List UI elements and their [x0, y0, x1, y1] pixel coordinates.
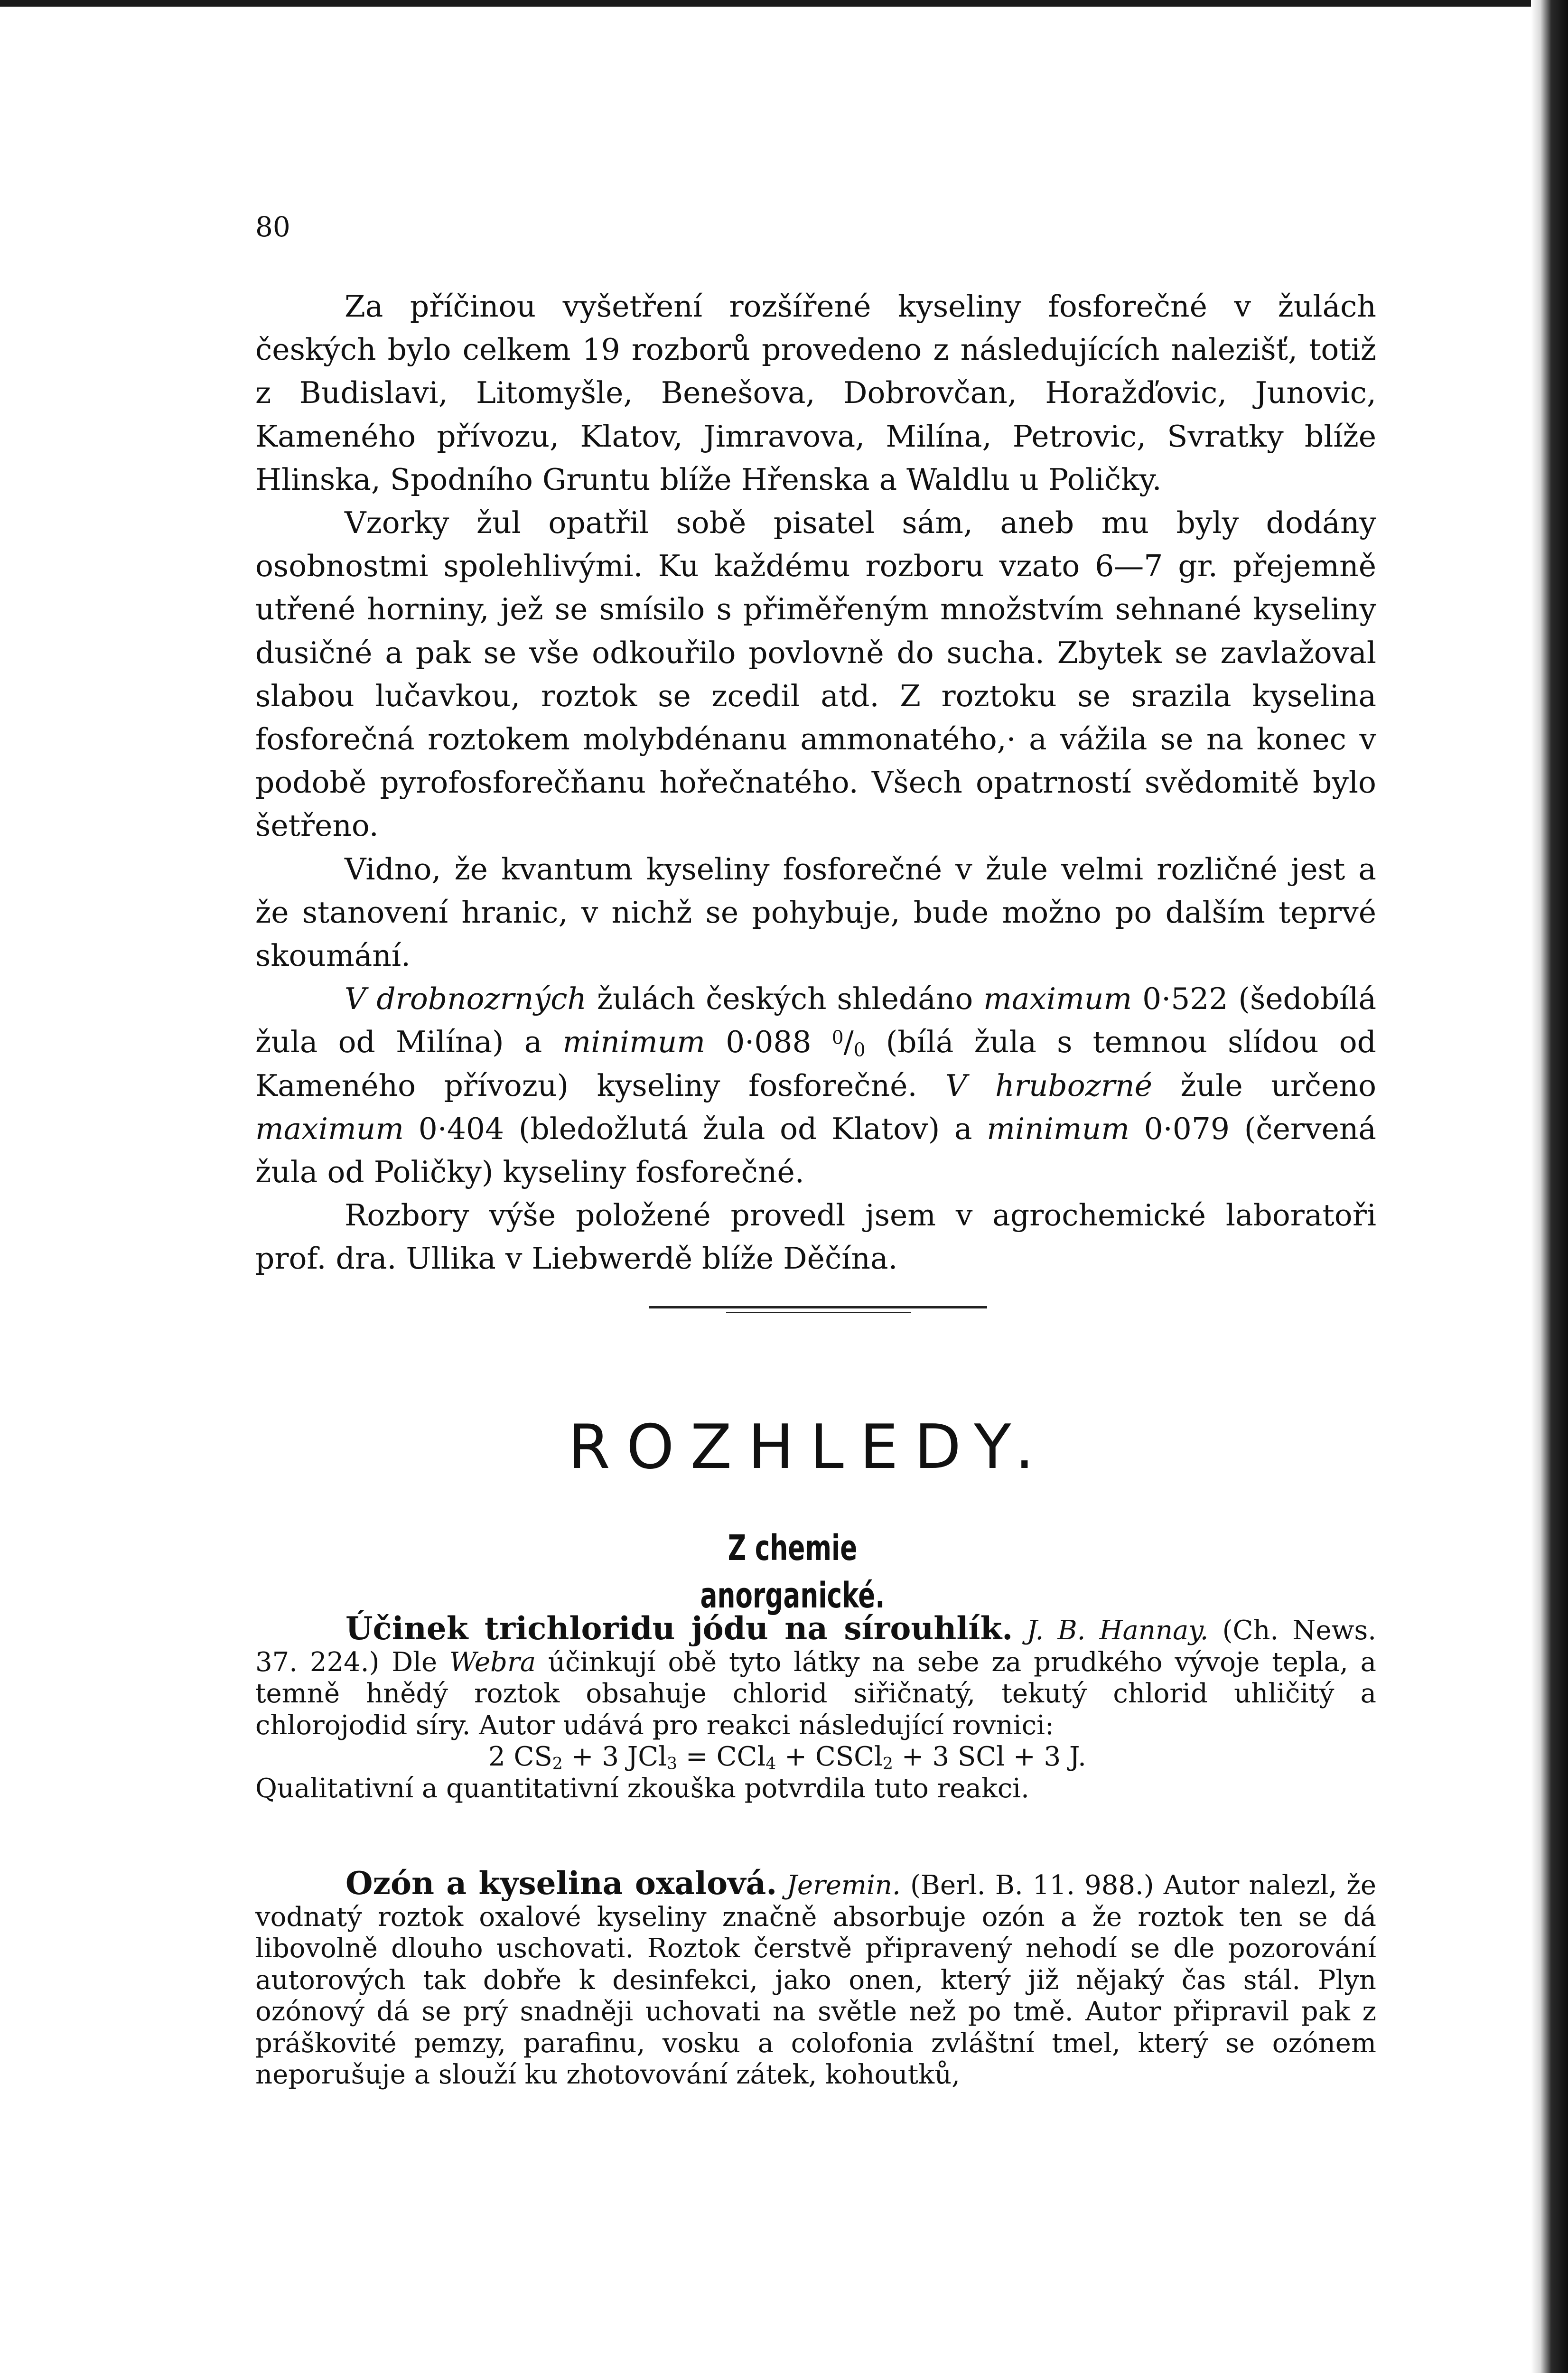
eq-subscript: 3	[667, 1754, 678, 1774]
chemical-equation	[255, 1741, 1376, 1773]
intro-text	[255, 285, 1376, 1280]
eq-subscript: 2	[882, 1754, 893, 1774]
scan-right-edge	[1531, 0, 1568, 2373]
intro-paragraph-5: Rozbory výše položené provedl jsem v agrochemické laboratoři prof. dra. Ullika v Liebwerdě blíže Děčína.	[255, 1198, 1376, 1276]
emphasis: V hrubozrné	[945, 1068, 1152, 1103]
section-divider-inner	[726, 1312, 911, 1313]
emphasis: maximum	[255, 1111, 404, 1146]
page-number: 80	[255, 211, 290, 243]
intro-paragraph-1: Za příčinou vyšetření rozšířené kyseliny fosforečné v žulách českých bylo celkem 19 rozborů provedeno z následujících nalezišť, totiž z Budislavi, Litomyšle, Benešova, Dobrovčan, Horažďovic, Junovic, Kameného přívozu, Klatov, Jimravova, Milína, Petrovic, Svratky blíže Hlinska, Spodního Gruntu blíže Hřenska a Waldlu u Poličky.	[255, 289, 1376, 497]
section-divider	[649, 1306, 987, 1308]
article-author: J. B. Hannay.	[1027, 1615, 1209, 1646]
article-author: Jeremin.	[786, 1870, 901, 1901]
text-run: účinkují obě tyto látky na sebe za prudkého vývoje tepla, a temně hnědý roztok obsahuje chlorid siřičnatý, tekutý chlorid uhličitý a chlorojodid síry. Autor udává pro reakci následující rovnici:	[255, 1646, 1376, 1741]
section-title: ROZHLEDY.	[568, 1412, 1051, 1483]
emphasis: maximum	[983, 981, 1132, 1017]
percent-slash: /	[843, 1025, 854, 1060]
intro-paragraph-4	[255, 977, 1376, 1194]
eq-part: + CSCl	[776, 1741, 883, 1772]
text-run: žulách českých shledáno	[586, 981, 984, 1017]
text-run: (bílá žula s temnou slídou od Kameného přívozu) kyseliny fosforečné.	[255, 1025, 1376, 1103]
text-run: Dle	[379, 1646, 450, 1678]
eq-part: 2 CS	[488, 1741, 552, 1772]
article-title: Účinek trichloridu jódu na sírouhlík.	[345, 1610, 1013, 1647]
intro-paragraph-2: Vzorky žul opatřil sobě pisatel sám, aneb mu byly dodány osobnostmi spolehlivými. Ku každému rozboru vzato 6—7 gr. přejemně utřené horniny, jež se smísilo s přiměřeným množstvím sehnané kyseliny dusičné a pak se vše odkouřilo povlovně do sucha. Zbytek se zavlažoval slabou lučavkou, roztok se zcedil atd. Z roztoku se srazila kyselina fosforečná roztokem molybdénanu ammonatého,· a vážila se na konec v podobě pyrofosforečňanu hořečnatého. Všech opatrností svědomitě bylo šetřeno.	[255, 505, 1376, 843]
text-run: 0·404 (bledožlutá žula od Klatov) a	[404, 1111, 987, 1146]
eq-part: + 3 JCl	[562, 1741, 667, 1772]
article-closing: Qualitativní a quantitativní zkouška potvrdila tuto reakci.	[255, 1773, 1029, 1804]
eq-subscript: 2	[552, 1754, 563, 1774]
text-run: 0·079 (červená žula od Poličky) kyseliny fosforečné.	[255, 1111, 1376, 1190]
emphasis: Webra	[449, 1646, 536, 1678]
percent-sup: 0	[831, 1027, 844, 1049]
emphasis: minimum	[562, 1025, 706, 1060]
article-paragraph	[255, 1610, 1376, 1741]
text-run: žule určeno	[1152, 1068, 1377, 1103]
article-ozone	[255, 1865, 1376, 2091]
article-text: Autor nalezl, že vodnatý roztok oxalové kyseliny značně absorbuje ozón a že roztok ten se dá libovolně dlouho uschovati. Roztok čerstvě připravený nehodí se dle pozorování autorových tak dobře k desinfekci, jako onen, který již nějaký čas stál. Plyn ozónový dá se prý snadněji uchovati na světle než po tmě. Autor připravil pak z práškovité pemzy, parafinu, vosku a colofonia zvláštní tmel, který se ozónem neporušuje a slouží ku zhotovování zátek, kohoutků,	[255, 1870, 1376, 2090]
emphasis: minimum	[987, 1111, 1129, 1146]
article-reference: (Berl. B. 11. 988.)	[910, 1870, 1154, 1901]
intro-paragraph-3: Vidno, že kvantum kyseliny fosforečné v žule velmi rozličné jest a že stanovení hranic, v nichž se pohybuje, bude možno po dalším teprvé skoumání.	[255, 851, 1376, 973]
emphasis: V drobnozrných	[345, 981, 587, 1017]
eq-part: + 3 SCl + 3 J.	[893, 1741, 1086, 1772]
subsection-title: Z chemie anorganické.	[700, 1528, 885, 1616]
percent-sub: 0	[853, 1040, 866, 1062]
eq-subscript: 4	[765, 1754, 776, 1774]
article-reference: (Ch. News. 37. 224.)	[255, 1615, 1376, 1678]
text-run: 0·088	[705, 1025, 832, 1060]
article-trichloride	[255, 1610, 1376, 1804]
eq-part: = CCl	[677, 1741, 766, 1772]
scan-top-edge	[0, 0, 1568, 7]
article-paragraph	[255, 1865, 1376, 2091]
article-title: Ozón a kyselina oxalová.	[345, 1865, 777, 1902]
text-run: 0·522 (šedobílá žula od Milína) a	[255, 981, 1377, 1060]
